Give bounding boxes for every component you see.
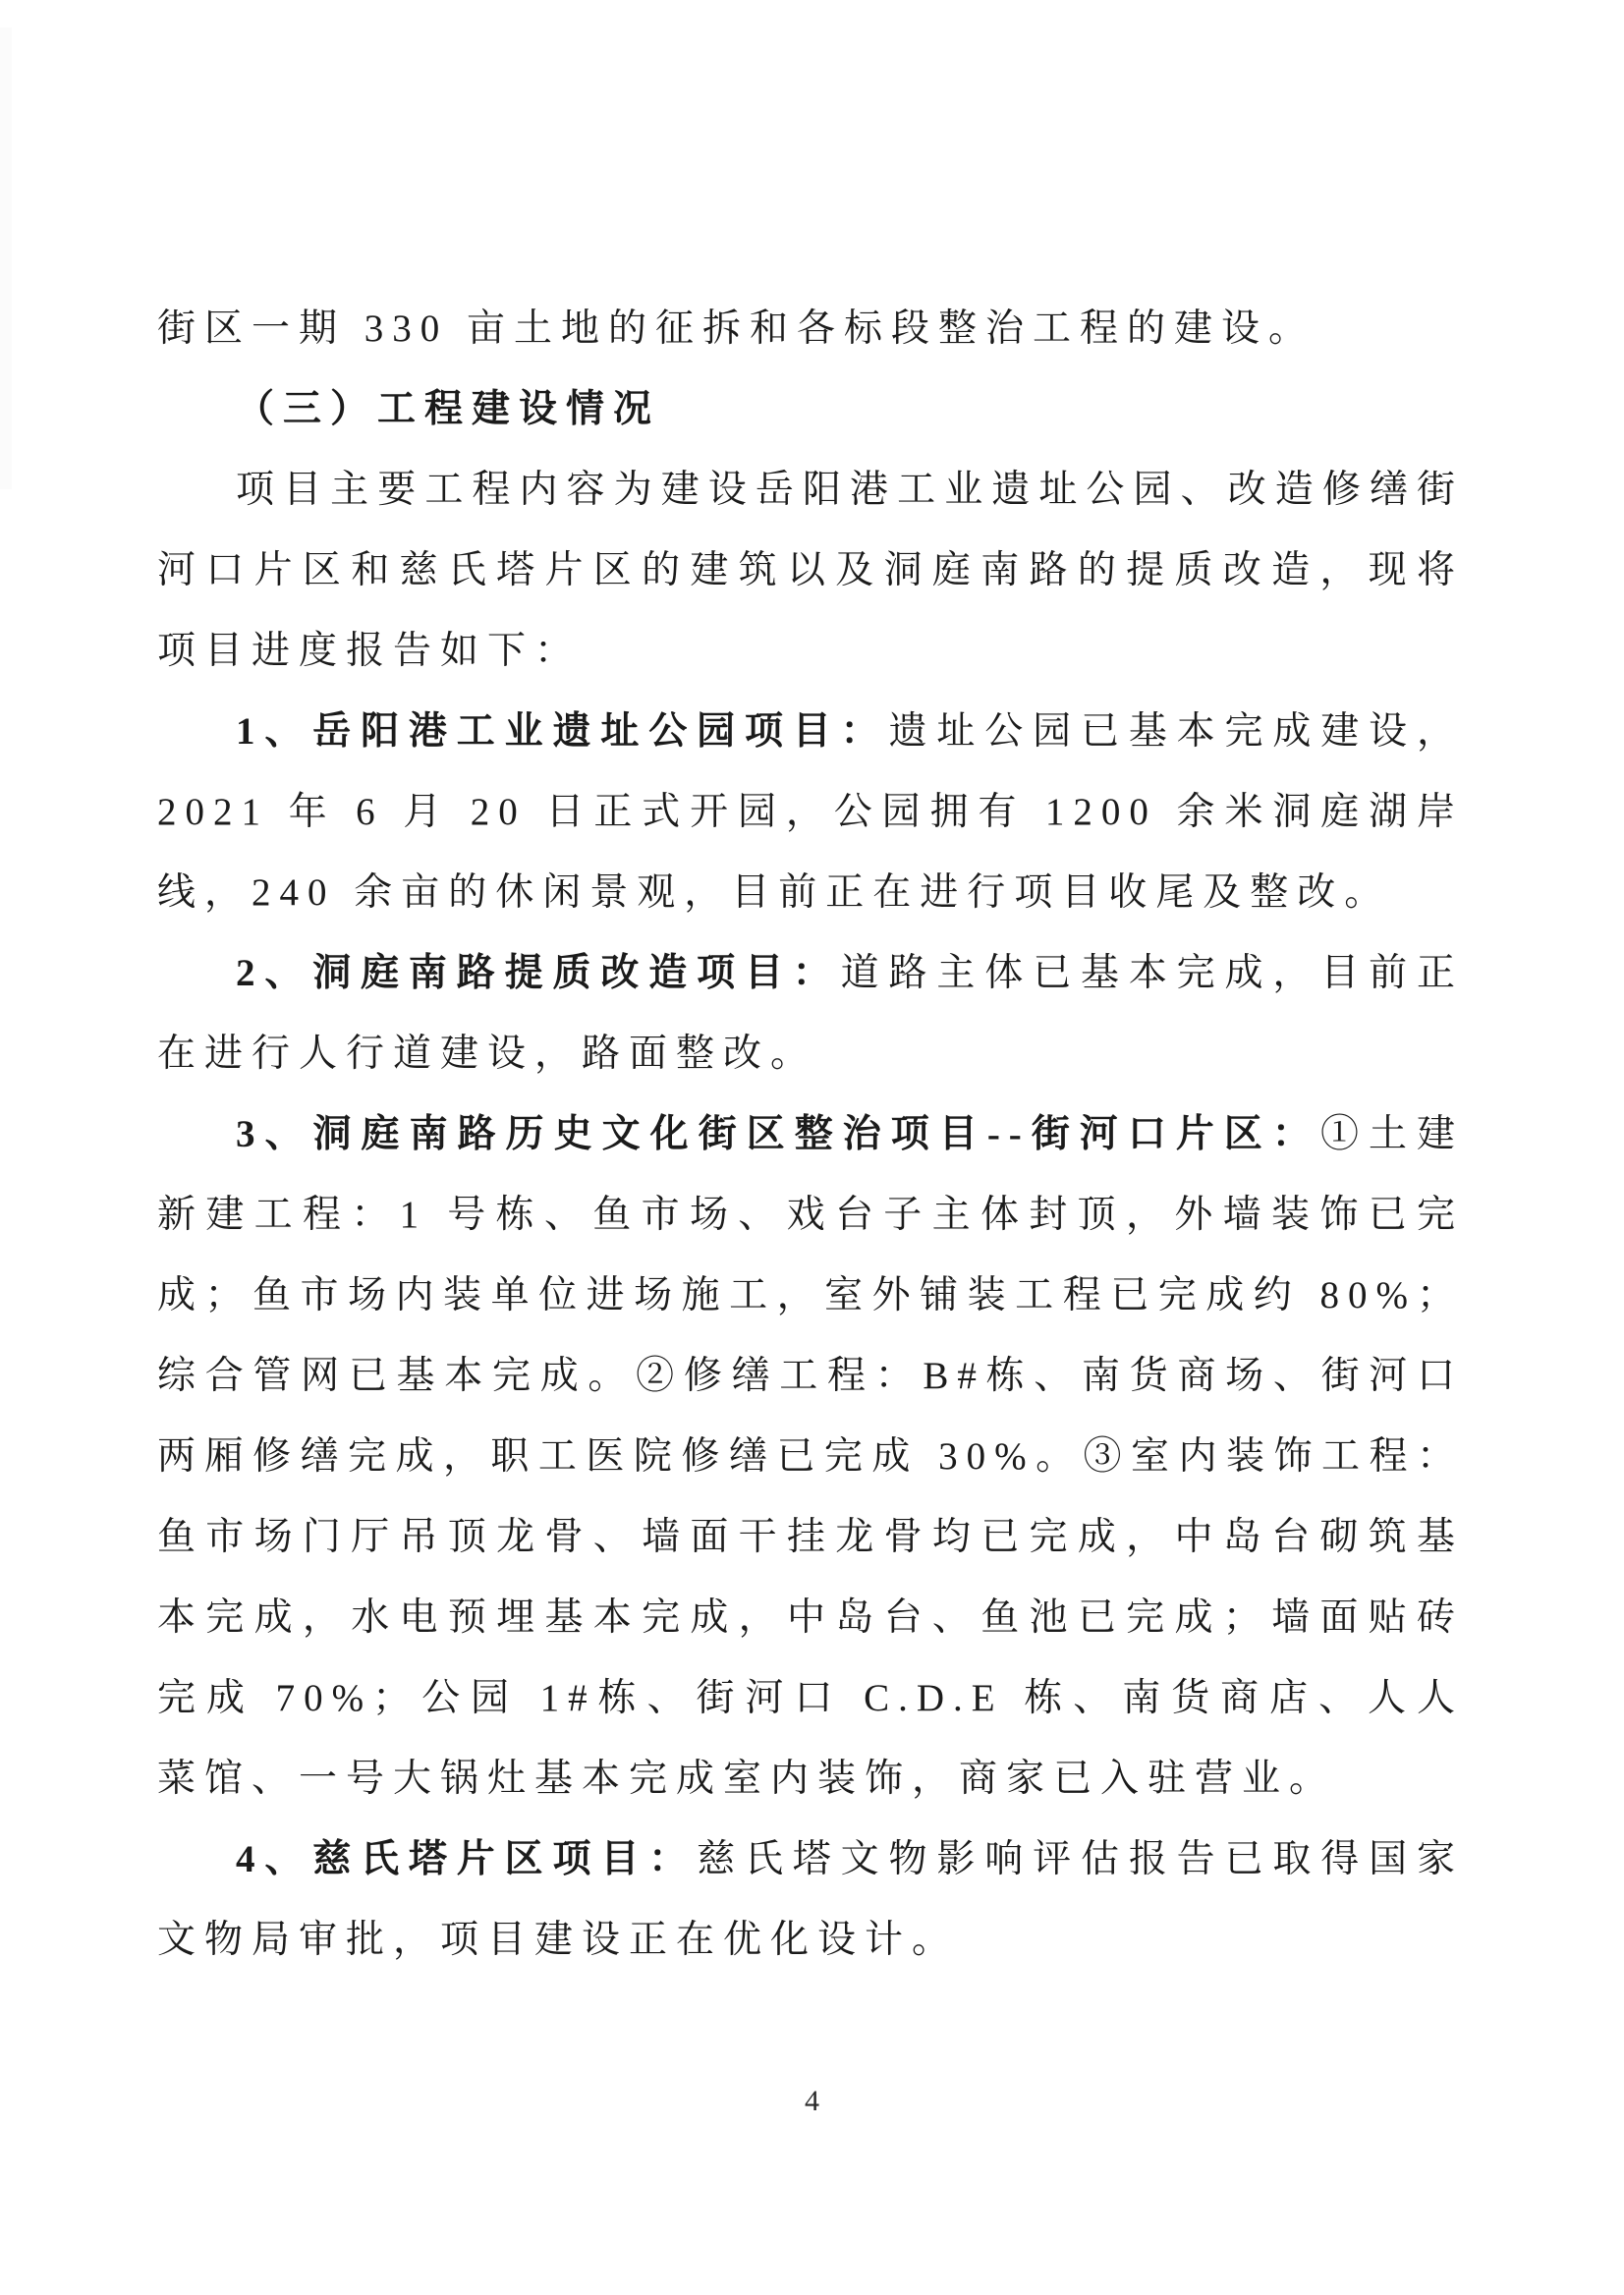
body-text: 道路主体已基本完成，目前正在进行人行道建设，路面整改。 xyxy=(157,952,1464,1075)
item-3-label: 3、洞庭南路历史文化街区整治项目--街河口片区： xyxy=(236,1113,1320,1155)
body-text: 慈氏塔文物影响评估报告已取得国家文物局审批，项目建设正在优化设计。 xyxy=(157,1838,1464,1961)
body-text: 项目主要工程内容为建设岳阳港工业遗址公园、改造修缮街河口片区和慈氏塔片区的建筑以及洞庭南路的提质改造，现将项目进度报告如下： xyxy=(157,469,1464,672)
body-text: 遗址公园已基本完成建设，2021 年 6 月 20 日正式开园，公园拥有 1200 余米洞庭湖岸线，240 余亩的休闲景观，目前正在进行项目收尾及整改。 xyxy=(157,710,1464,914)
paragraph-intro xyxy=(157,450,1464,692)
paragraph-item-1 xyxy=(157,692,1464,933)
scan-edge-artifact xyxy=(0,28,12,489)
section-heading-text: （三）工程建设情况 xyxy=(236,388,661,430)
paragraph-item-4 xyxy=(157,1819,1464,1981)
body-text: 街区一期 330 亩土地的征拆和各标段整治工程的建设。 xyxy=(157,308,1316,350)
item-1-label: 1、岳阳港工业遗址公园项目： xyxy=(236,710,889,753)
section-heading xyxy=(157,369,1464,450)
paragraph-continuation xyxy=(157,289,1464,369)
item-2-label: 2、洞庭南路提质改造项目： xyxy=(236,952,841,994)
page-number: 4 xyxy=(805,2085,819,2117)
paragraph-item-2 xyxy=(157,933,1464,1094)
paragraph-item-3 xyxy=(157,1094,1464,1819)
body-text: ①土建新建工程：1 号栋、鱼市场、戏台子主体封顶，外墙装饰已完成；鱼市场内装单位进场施工，室外铺装工程已完成约 80%；综合管网已基本完成。②修缮工程：B#栋、南货商场、街河口两厢修缮完成，职工医院修缮已完成 30%。③室内装饰工程：鱼市场门厅吊顶龙骨、墙面干挂龙骨均已完成，中岛台砌筑基本完成，水电预埋基本完成，中岛台、鱼池已完成；墙面贴砖完成 70%；公园 1#栋、街河口 C.D.E 栋、南货商店、人人菜馆、一号大锅灶基本完成室内装饰，商家已入驻营业。 xyxy=(157,1113,1464,1800)
document-page xyxy=(157,289,1464,1981)
item-4-label: 4、慈氏塔片区项目： xyxy=(236,1838,698,1880)
